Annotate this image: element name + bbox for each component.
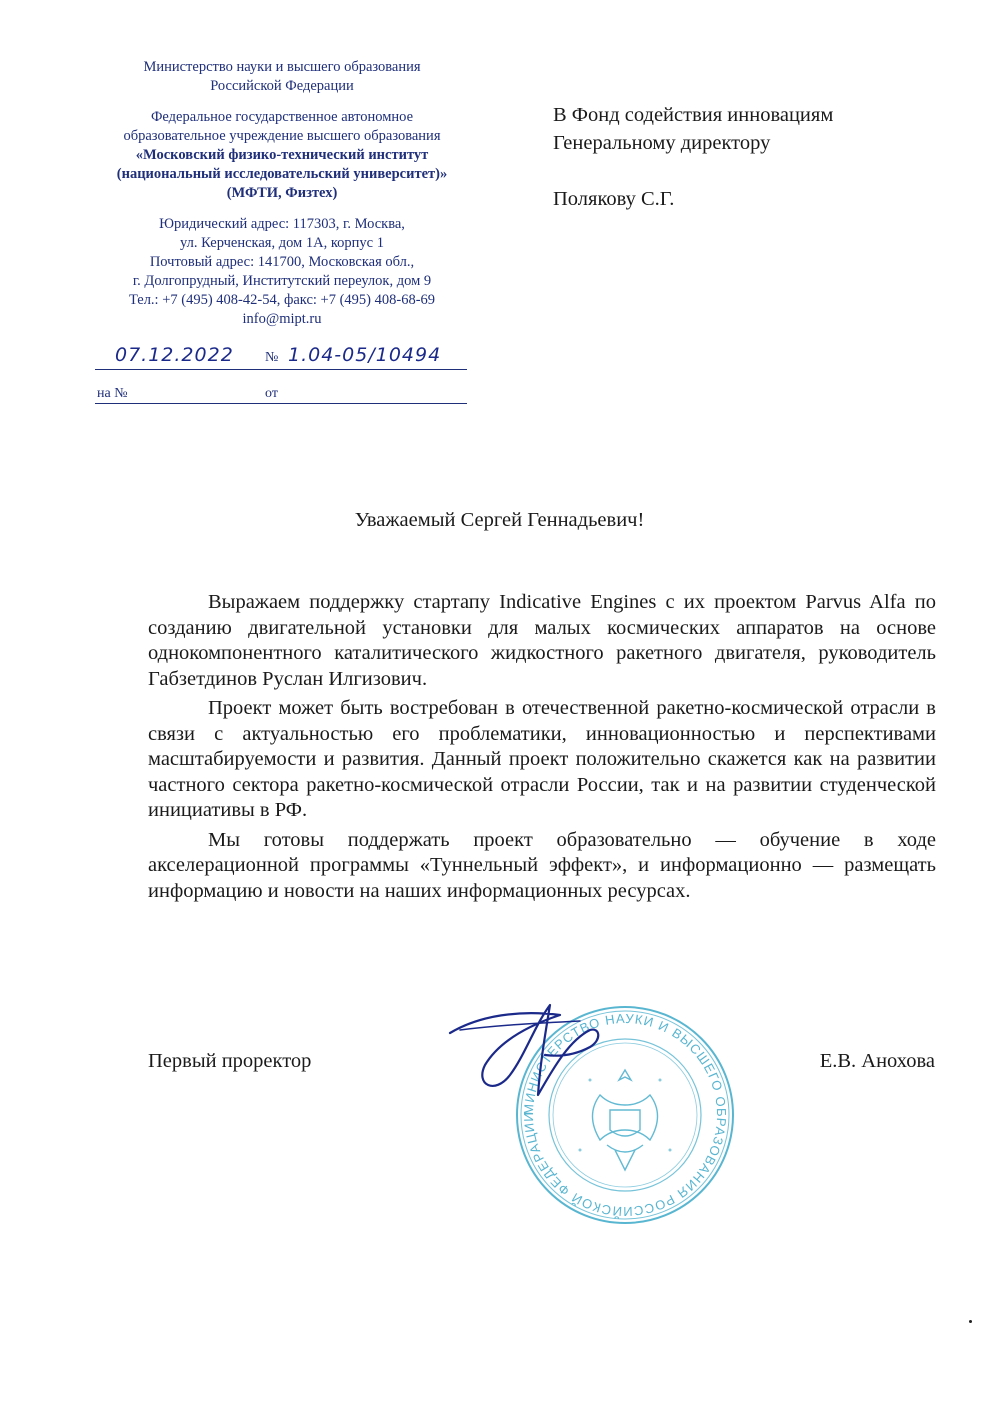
outgoing-underline bbox=[95, 369, 467, 370]
letterhead-organization bbox=[92, 108, 472, 203]
addressee bbox=[553, 101, 933, 213]
body-paragraph: Выражаем поддержку стартапу Indicative Engines с их проектом Parvus Alfa по созданию двигательной установки для малых космических аппаратов на основе однокомпонентного каталитического жидкостного ракетного двигателя, руководитель Габзетдинов Руслан Илгизович. bbox=[148, 591, 936, 690]
body-paragraph: Проект может быть востребован в отечественной ракетно-космической отрасли в связи с актуальностью его проблематики, инновационностью и перспективами масштабируемости и развития. Данный проект положительно скажется как на развитии частного сектора ракетно-космической отрасли России, так и на развитии студенческой инициативы в РФ. bbox=[148, 697, 936, 821]
stray-mark bbox=[969, 1320, 972, 1323]
ministry-line: Российской Федерации bbox=[210, 78, 354, 94]
addressee-line: Генеральному директору bbox=[553, 132, 771, 154]
body-paragraph: Мы готовы поддержать проект образовательно — обучение в ходе акселерационной программы «Туннельный эффект», и информационно — размещать информацию и новости на наших информационных ресурсах. bbox=[148, 828, 936, 902]
seal-ring-text: МИНИСТЕРСТВО НАУКИ И ВЫСШЕГО ОБРАЗОВАНИЯ РОССИЙСКОЙ ФЕДЕРАЦИИ bbox=[520, 1010, 730, 1220]
outgoing-number: 1.04-05/10494 bbox=[288, 344, 442, 366]
letterhead-ministry bbox=[92, 58, 472, 96]
signatory-title: Первый проректор bbox=[148, 1050, 312, 1072]
ministry-line: Министерство науки и высшего образования bbox=[143, 59, 421, 75]
number-label: № bbox=[265, 350, 279, 365]
incoming-underline bbox=[95, 403, 467, 404]
signatory-name: Е.В. Анохова bbox=[819, 1050, 935, 1072]
address-line: г. Долгопрудный, Институтский переулок, дом 9 bbox=[132, 273, 432, 289]
incoming-reference bbox=[95, 382, 467, 404]
phone-fax-line: Тел.: +7 (495) 408-42-54, факс: +7 (495) 408-68-69 bbox=[128, 292, 436, 308]
address-line: ул. Керченская, дом 1А, корпус 1 bbox=[180, 235, 384, 251]
letterhead-address bbox=[92, 215, 472, 329]
addressee-line: В Фонд содействия инновациям bbox=[553, 104, 834, 126]
handwritten-signature bbox=[440, 985, 610, 1115]
outgoing-date: 07.12.2022 bbox=[115, 344, 234, 366]
email-line: info@mipt.ru bbox=[242, 311, 322, 327]
org-name-line: «Московский физико-технический институт bbox=[135, 147, 429, 163]
org-line: Федеральное государственное автономное bbox=[150, 109, 414, 125]
org-line: образовательное учреждение высшего образования bbox=[123, 128, 441, 144]
address-line: Юридический адрес: 117303, г. Москва, bbox=[159, 216, 405, 232]
org-name-line: (национальный исследовательский университет)» bbox=[116, 166, 448, 182]
org-abbrev: (МФТИ, Физтех) bbox=[226, 185, 338, 201]
incoming-number-label: на № bbox=[97, 386, 128, 401]
incoming-from-label: от bbox=[265, 386, 278, 401]
addressee-recipient: Полякову С.Г. bbox=[553, 188, 675, 210]
outgoing-registration bbox=[95, 344, 467, 370]
letterhead bbox=[92, 58, 472, 329]
salutation: Уважаемый Сергей Геннадьевич! bbox=[354, 509, 645, 531]
letter-body bbox=[148, 590, 936, 904]
address-line: Почтовый адрес: 141700, Московская обл., bbox=[149, 254, 415, 270]
addressee-gap bbox=[553, 157, 933, 185]
